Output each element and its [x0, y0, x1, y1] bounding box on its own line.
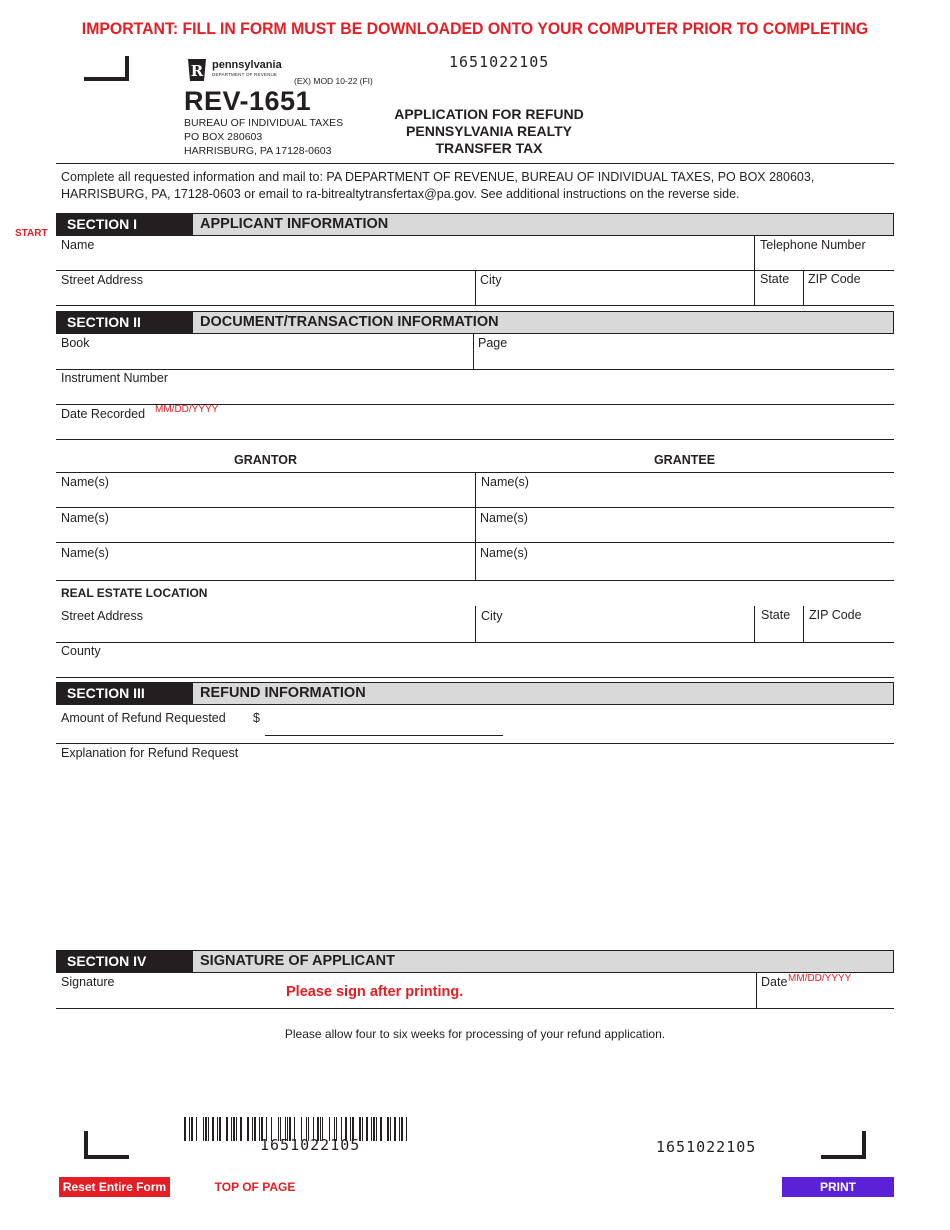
barcode-bar [380, 1117, 382, 1141]
property-street-field[interactable]: Street Address [61, 609, 143, 623]
section-2-tag: SECTION II [56, 311, 193, 334]
barcode-bar [205, 1117, 207, 1141]
barcode-bar [399, 1117, 400, 1141]
barcode-bar [362, 1117, 363, 1141]
grantor-names-field[interactable]: Name(s) [61, 546, 109, 560]
barcode-bar [208, 1117, 209, 1141]
barcode-bar [203, 1117, 204, 1141]
instructions: Complete all requested information and mail to: PA DEPARTMENT OF REVENUE, BUREAU OF INDIVIDUAL TAXES, PO BOX 280603, HARRISBURG, PA, 17128-0603 or email to ra-bitrealtytransfertax@pa.gov. See additional instructions on the reverse side. [61, 170, 815, 201]
reset-form-button[interactable]: Reset Entire Form [59, 1177, 170, 1197]
applicant-zip-field[interactable]: ZIP Code [808, 272, 861, 286]
print-button[interactable]: PRINT [782, 1177, 894, 1197]
form-number: REV-1651 [184, 86, 312, 116]
grantee-names-field[interactable]: Name(s) [480, 546, 528, 560]
barcode-bar [236, 1117, 237, 1141]
grantor-names-field[interactable]: Name(s) [61, 475, 109, 489]
start-label: START [15, 228, 48, 239]
real-estate-location-heading: REAL ESTATE LOCATION [61, 586, 208, 600]
barcode-bar [390, 1117, 391, 1141]
barcode-bar [366, 1117, 368, 1141]
barcode-bar [252, 1117, 253, 1141]
signature-field[interactable]: Signature Please sign after printing. [61, 975, 464, 1000]
book-field[interactable]: Book [61, 336, 90, 350]
barcode-bar [240, 1117, 242, 1141]
barcode-bar [394, 1117, 396, 1141]
barcode-bar [226, 1117, 228, 1141]
date-recorded-field[interactable]: Date Recorded MM/DD/YYYY [61, 404, 219, 421]
processing-note: Please allow four to six weeks for processing of your refund application. [284, 1027, 666, 1041]
barcode-bar [371, 1117, 372, 1141]
section-3-tag: SECTION III [56, 682, 193, 705]
grantee-heading: GRANTEE [653, 453, 716, 467]
form-title: APPLICATION FOR REFUND PENNSYLVANIA REALTY TRANSFER TAX [394, 106, 584, 156]
barcode-bar [387, 1117, 389, 1141]
telephone-field[interactable]: Telephone Number [760, 238, 866, 252]
barcode-bar [184, 1117, 186, 1141]
section-1-tag: SECTION I [56, 213, 193, 236]
form-mod: (EX) MOD 10-22 (FI) [294, 76, 373, 86]
ocr-code-top: 1651022105 [449, 53, 550, 71]
grantor-names-field[interactable]: Name(s) [61, 511, 109, 525]
pa-revenue-logo: R pennsylvania DEPARTMENT OF REVENUE [186, 57, 296, 83]
barcode-bar [373, 1117, 375, 1141]
barcode-bar [406, 1117, 407, 1141]
top-of-page-link[interactable]: TOP OF PAGE [214, 1180, 296, 1194]
grantor-heading: GRANTOR [234, 453, 297, 467]
barcode-ocr-code: 1651022105 [260, 1136, 361, 1154]
barcode-bar [254, 1117, 256, 1141]
barcode-bar [219, 1117, 221, 1141]
currency-symbol: $ [253, 711, 260, 725]
important-banner: IMPORTANT: FILL IN FORM MUST BE DOWNLOADED ONTO YOUR COMPUTER PRIOR TO COMPLETING [81, 19, 869, 38]
keystone-icon [186, 57, 208, 83]
refund-amount-input[interactable] [265, 712, 503, 736]
section-3-title: REFUND INFORMATION [193, 682, 894, 705]
property-state-field[interactable]: State [761, 608, 791, 622]
barcode-bar [233, 1117, 235, 1141]
barcode-bar [217, 1117, 218, 1141]
property-zip-field[interactable]: ZIP Code [809, 608, 862, 622]
applicant-street-field[interactable]: Street Address [61, 273, 143, 287]
barcode-bar [247, 1117, 249, 1141]
section-1-title: APPLICANT INFORMATION [193, 213, 894, 236]
signature-date-field[interactable]: Date MM/DD/YYYY [761, 973, 852, 989]
applicant-name-field[interactable]: Name [61, 238, 95, 252]
section-4-tag: SECTION IV [56, 950, 193, 973]
barcode-bar [196, 1117, 197, 1141]
county-field[interactable]: County [61, 644, 101, 658]
page-field[interactable]: Page [478, 336, 508, 350]
barcode-bar [376, 1117, 377, 1141]
section-2-title: DOCUMENT/TRANSACTION INFORMATION [193, 311, 894, 334]
instrument-number-field[interactable]: Instrument Number [61, 371, 168, 385]
grantee-names-field[interactable]: Name(s) [480, 511, 528, 525]
barcode-bar [212, 1117, 214, 1141]
applicant-city-field[interactable]: City [480, 273, 502, 287]
property-city-field[interactable]: City [481, 609, 503, 623]
applicant-state-field[interactable]: State [760, 272, 790, 286]
section-4-title: SIGNATURE OF APPLICANT [193, 950, 894, 973]
refund-amount-label: Amount of Refund Requested [61, 711, 226, 725]
barcode-bar [231, 1117, 232, 1141]
ocr-code-bottom: 1651022105 [656, 1138, 757, 1156]
refund-explanation-field[interactable]: Explanation for Refund Request [61, 746, 239, 760]
barcode-bar [401, 1117, 403, 1141]
sign-after-printing-note: Please sign after printing. [286, 984, 464, 1000]
barcode-bar [191, 1117, 193, 1141]
svg-text:R: R [190, 62, 204, 80]
bureau-address: BUREAU OF INDIVIDUAL TAXES PO BOX 280603 HARRISBURG, PA 17128-0603 [184, 117, 344, 157]
barcode-bar [189, 1117, 190, 1141]
grantee-names-field[interactable]: Name(s) [481, 475, 529, 489]
